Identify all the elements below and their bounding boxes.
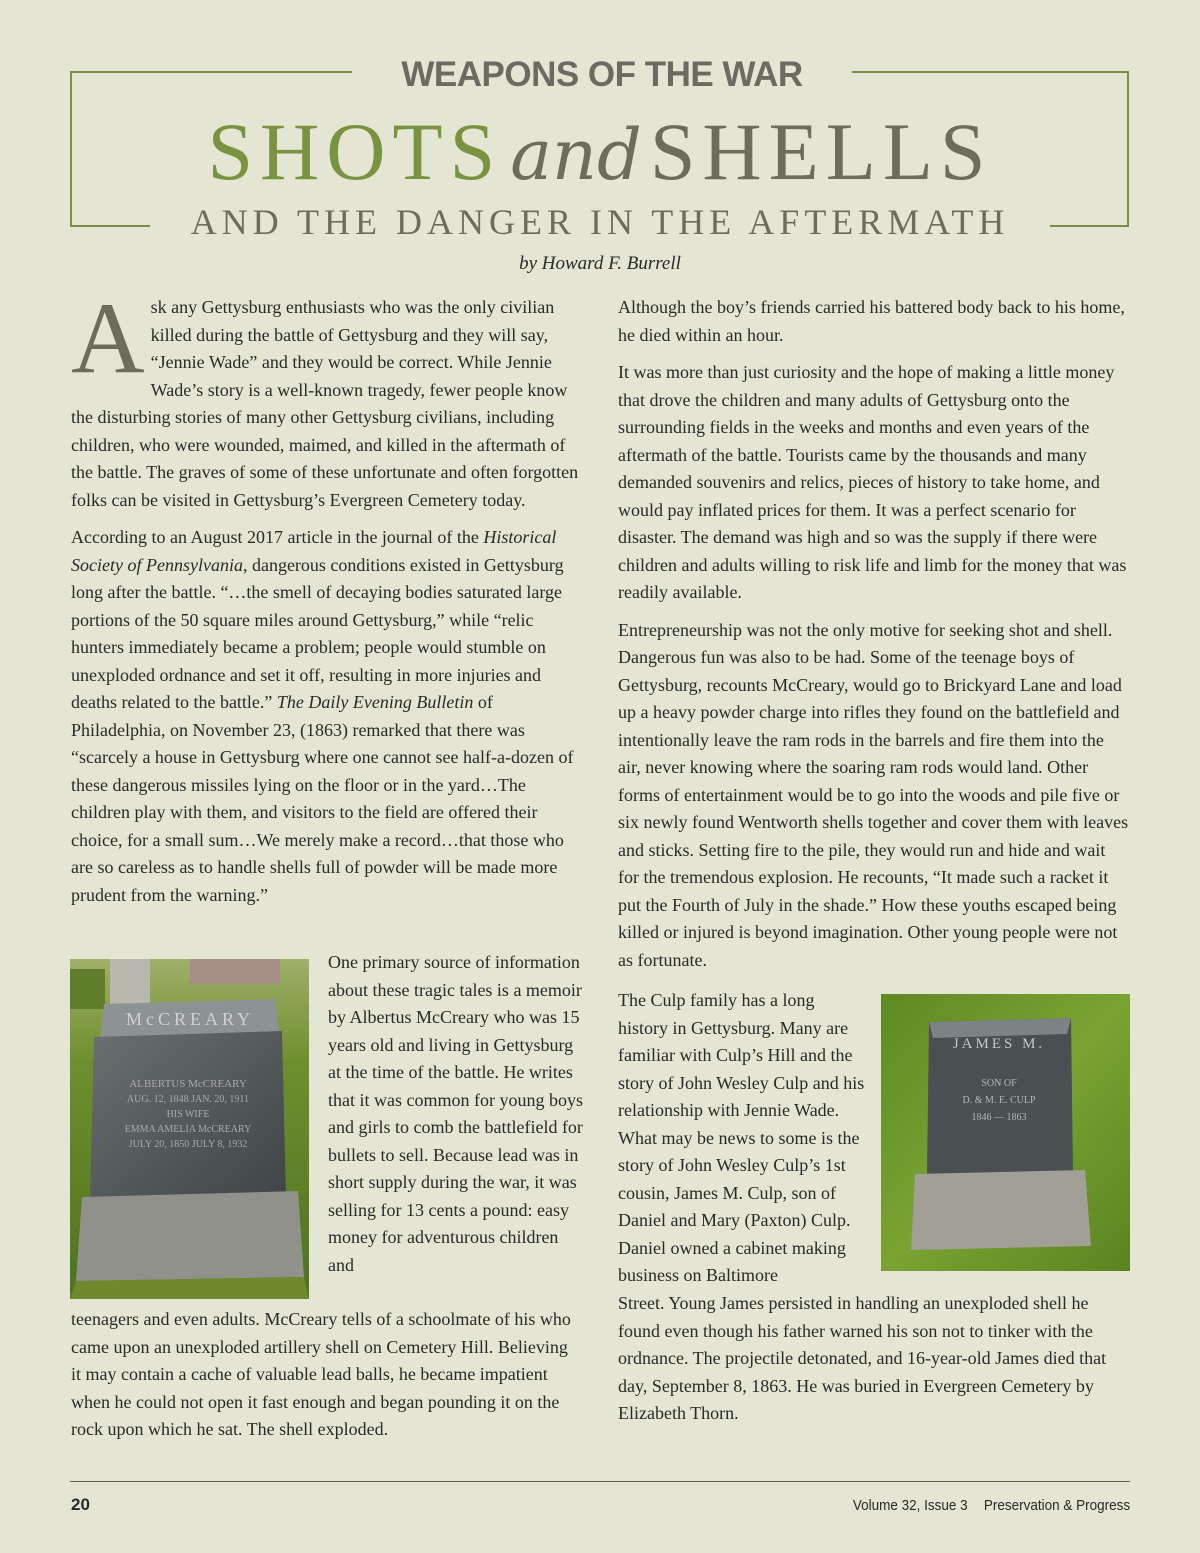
paragraph-text: sk any Gettysburg enthusiasts who was the only civilian killed during the battle of Gettysburg and they will say, “Jennie Wade” and they would be correct. While Jennie Wade’s story is a well-known tragedy, fewer people know the disturbing stories of many other Gettysburg civilians, including children, who were wounded, maimed, and killed in the aftermath of the battle. The graves of some of these unfortunate and often forgotten folks can be visited in Gettysburg’s Evergreen Cemetery today. — [71, 297, 579, 510]
paragraph-text: , dangerous conditions existed in Gettysburg long after the battle. “…the smell of decaying bodies saturated large portions of the 50 square miles around Gettysburg,” while “relic hunters immediately became a problem; people would stumble on unexploded ordnance and set it off, resulting in more injuries and deaths related to the battle.” — [71, 554, 564, 712]
publication-name: Preservation & Progress — [983, 1497, 1130, 1514]
headstone-line: D. & M. E. CULP — [962, 1095, 1036, 1106]
headline-shells: SHELLS — [649, 106, 993, 197]
footer-rule — [70, 1481, 1130, 1482]
paragraph — [71, 524, 581, 909]
subheadline: AND THE DANGER IN THE AFTERMATH — [150, 200, 1050, 244]
paragraph-text: of Philadelphia, on November 23, (1863) remarked that there was “scarcely a house in Gettysburg where one cannot see half-a-dozen of these dangerous missiles lying on the floor or in the yard…The children play with them, and visitors to the field are offered their choice, for a small sum…We merely make a record…that those who are so careless as to handle shells full of powder will be made more prudent from the warning.” — [71, 692, 574, 905]
paragraph-continued: teenagers and even adults. McCreary tells of a schoolmate of his who came upon an unexploded artillery shell on Cemetery Hill. Believing it may contain a cache of valuable lead balls, he became impatient when he could not open it fast enough and began pounding it on the rock upon which he sat. The shell exploded. — [71, 1309, 571, 1439]
journal-title: Historical Society of Pennsylvania — [71, 527, 557, 575]
paragraph-text: According to an August 2017 article in the journal of the — [71, 527, 484, 547]
page-number: 20 — [71, 1495, 90, 1514]
paragraph: Entrepreneurship was not the only motive for seeking shot and shell. Dangerous fun was also to be had. Some of the teenage boys of Gettysburg, recounts McCreary, would go to Brickyard Lane and load up a heavy powder charge into rifles they found on the battlefield and intentionally leave the ram rods in the barrels and fire them into the air, never knowing where the soaring ram rods would land. Other forms of entertainment would be to go into the woods and pile five or six newly found Wentworth shells together and cover them with leaves and sticks. Setting fire to the pile, they would run and hide and wait for the tremendous explosion. He recounts, “It made such a racket it put the Fourth of July in the shade.” How these youths escaped being killed or injured is beyond imagination. Other young people were not as fortunate. — [618, 619, 1129, 970]
footer-publication-info — [836, 1497, 1130, 1514]
left-column — [71, 282, 581, 919]
headline-and: and — [510, 114, 642, 196]
headstone-line: ALBERTUS McCREARY — [129, 1078, 247, 1090]
paragraph-continued: Street. Young James persisted in handling an unexploded shell he found even though his father warned his son not to tinker with the ordnance. The projectile detonated, and 16-year-old James died that day, September 8, 1863. He was buried in Evergreen Cemetery by Elizabeth Thorn. — [618, 1293, 1107, 1423]
mccreary-headstone-photo — [70, 959, 309, 1299]
right-column — [618, 294, 1130, 984]
newspaper-title: The Daily Evening Bulletin — [276, 692, 474, 712]
paragraph-beside-photo: The Culp family has a long history in Gettysburg. Many are familiar with Culp’s Hill and the story of John Wesley Culp and his relationship with Jennie Wade. What may be news to some is the story of John Wesley Culp’s 1st cousin, James M. Culp, son of Daniel and Mary (Paxton) Culp. Daniel owned a cabinet making business on Baltimore — [618, 990, 865, 1285]
headstone-line: JULY 20, 1850 JULY 8, 1932 — [128, 1139, 248, 1150]
headstone-line: 1846 — 1863 — [971, 1112, 1027, 1123]
headstone-name: McCREARY — [125, 1009, 255, 1029]
kicker: WEAPONS OF THE WAR — [352, 55, 852, 95]
headstone-line: AUG. 12, 1848 JAN. 20, 1911 — [126, 1094, 250, 1105]
byline: by Howard F. Burrell — [519, 253, 681, 274]
headstone-line: HIS WIFE — [166, 1109, 210, 1120]
issue-label: Volume 32, Issue 3 — [852, 1497, 968, 1514]
headstone-name: JAMES M. — [952, 1036, 1046, 1052]
culp-headstone-photo — [881, 994, 1130, 1271]
paragraph-beside-photo: One primary source of information about these tragic tales is a memoir by Albertus McCreary who was 15 years old and living in Gettysburg at the time of the battle. He writes that it was common for young boys and girls to comb the battlefield for bullets to sell. Because lead was in short supply during the war, it was selling for 13 cents a pound: easy money for adventurous children and — [328, 952, 583, 1275]
paragraph: It was more than just curiosity and the hope of making a little money that drove the children and many adults of Gettysburg onto the surrounding fields in the weeks and months and even years of the aftermath of the battle. Tourists came by the thousands and many demanded souvenirs and relics, pieces of history to take home, and would pay inflated prices for them. It was a perfect scenario for disaster. The demand was high and so was the supply if there were children and adults willing to risk life and limb for the money that was readily available. — [618, 362, 1127, 602]
drop-cap: A — [71, 282, 145, 395]
paragraph — [71, 282, 581, 514]
paragraph: Although the boy’s friends carried his battered body back to his home, he died within an hour. — [618, 297, 1125, 345]
headstone-line: SON OF — [981, 1078, 1017, 1089]
headstone-line: EMMA AMELIA McCREARY — [124, 1124, 252, 1135]
headline-shots: SHOTS — [207, 106, 503, 197]
